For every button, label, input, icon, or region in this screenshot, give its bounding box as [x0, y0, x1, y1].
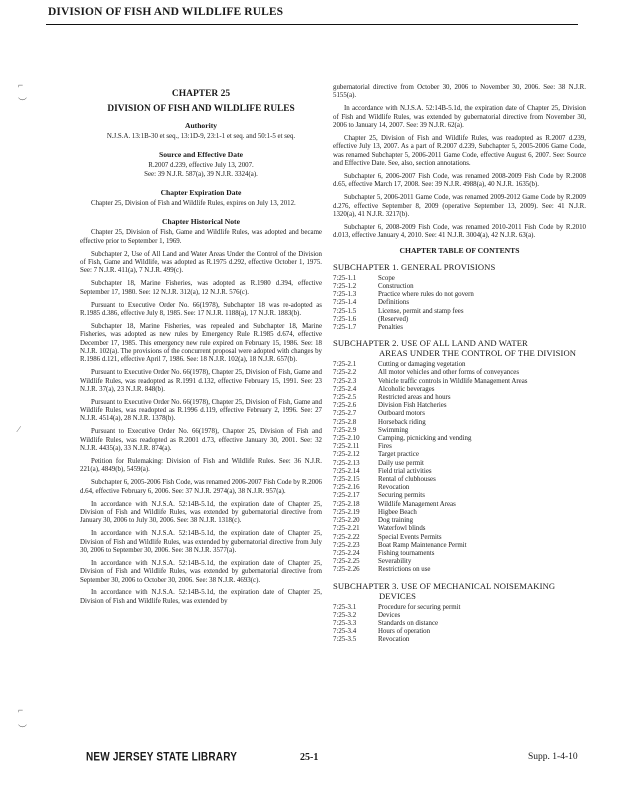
toc-section-name: Boat Ramp Maintenance Permit — [378, 541, 467, 549]
toc-section-number: 7:25-2.21 — [333, 525, 360, 533]
toc-section-name: Revocation — [378, 484, 410, 492]
toc-section-number: 7:25-1.2 — [333, 283, 357, 291]
running-head: DIVISION OF FISH AND WILDLIFE RULES — [48, 6, 284, 18]
history-notes — [80, 229, 322, 606]
toc-section-name: Standards on distance — [378, 619, 439, 627]
toc-section-entry[interactable] — [333, 283, 586, 291]
toc-section-entry[interactable] — [333, 620, 586, 628]
toc-section-entry[interactable] — [333, 636, 586, 644]
head-rule — [46, 24, 578, 25]
toc-section-number: 7:25-1.5 — [333, 307, 357, 315]
toc-section-name: Waterfowl blinds — [378, 525, 426, 533]
source-heading: Source and Effective Date — [158, 150, 243, 160]
history-note: Subchapter 18, Marine Fisheries, was adopted as R.1980 d.394, effective September 17, 1980. See: 12 N.J.R. 312(a), 12 N.J.R. 576(c). — [80, 280, 322, 296]
toc-section-entry[interactable] — [333, 427, 586, 435]
toc-section-entry[interactable] — [333, 628, 586, 636]
toc-section-number: 7:25-2.17 — [333, 492, 360, 500]
toc-section-name: Scope — [378, 274, 395, 282]
history-heading: Chapter Historical Note — [162, 217, 240, 227]
toc-section-entry[interactable] — [333, 517, 586, 525]
chapter-number: CHAPTER 25 — [171, 89, 231, 99]
toc-section-entry[interactable] — [333, 369, 586, 377]
history-note: Subchapter 2, Use of All Land and Water Areas Under the Control of the Division of Fish, Game and Wildlife, was adopted as R.1975 d.292, effective October 1, 1975. See: 7 N.J.R. 411(a), 7 N.J.R. 499(c). — [80, 250, 322, 275]
toc-section-name: Swimming — [378, 426, 409, 434]
toc-section-number: 7:25-2.25 — [333, 558, 360, 566]
history-note: Pursuant to Executive Order No. 66(1978), Subchapter 18 was re-adopted as R.1985 d.386, effective July 8, 1985. See: 17 N.J.R. 1188(a), 17 N.J.R. 1883(b). — [80, 301, 322, 317]
history-note: Pursuant to Executive Order No. 66(1978), Chapter 25, Division of Fish, Game and Wildlife Rules, was readopted as R.1991 d.132, effective February 15, 1991. See: 23 N.J.R. 37(a), 23 N.J.R. 848(b). — [80, 369, 322, 393]
margin-mark: ∕ — [18, 424, 20, 434]
toc-section-number: 7:25-2.11 — [333, 443, 360, 451]
toc-section-entry[interactable] — [333, 451, 586, 459]
toc-section-entry[interactable] — [333, 509, 586, 517]
toc-section-entry[interactable] — [333, 402, 586, 410]
toc-section-number: 7:25-1.6 — [333, 315, 357, 323]
toc-section-name: Wildlife Management Areas — [378, 500, 456, 508]
toc-section-number: 7:25-3.5 — [333, 636, 357, 644]
margin-mark: ︶ — [18, 97, 28, 107]
toc-section-name: All motor vehicles and other forms of conveyances — [378, 369, 520, 377]
toc-section-number: 7:25-2.8 — [333, 418, 357, 426]
toc-section-number: 7:25-2.15 — [333, 476, 360, 484]
toc-section-entry[interactable] — [333, 324, 586, 332]
margin-mark: ⌐ — [18, 80, 24, 90]
toc-section-number: 7:25-3.1 — [333, 603, 357, 611]
toc-subchapter-title — [333, 262, 586, 272]
toc-section-entry[interactable] — [333, 410, 586, 418]
toc-section-entry[interactable] — [333, 394, 586, 402]
margin-mark: ︶ — [18, 724, 28, 734]
toc-section-entry[interactable] — [333, 604, 586, 612]
toc-section-number: 7:25-2.5 — [333, 394, 357, 402]
toc-section-number: 7:25-2.16 — [333, 484, 360, 492]
toc-section-entry[interactable] — [333, 525, 586, 533]
toc-section-name: Severability — [378, 558, 412, 566]
toc-section-name: Special Events Permits — [378, 533, 442, 541]
history-note: Subchapter 5, 2006-2011 Game Code, was renamed 2009-2012 Game Code by R.2009 d.276, effective September 8, 2009 (operative September 13, 2009). See: 41 N.J.R. 1320(a), 41 N.J.R. 3217(b). — [333, 194, 586, 218]
left-column — [80, 88, 322, 611]
toc-section-number: 7:25-1.4 — [333, 299, 357, 307]
toc-section-name: Securing permits — [378, 492, 425, 500]
toc-section-number: 7:25-1.7 — [333, 324, 357, 332]
toc-section-name: Dog training — [378, 517, 414, 525]
toc-section-entry[interactable] — [333, 419, 586, 427]
toc-title: CHAPTER TABLE OF CONTENTS — [399, 246, 520, 256]
source-line: See: 39 N.J.R. 587(a), 39 N.J.R. 3324(a). — [144, 170, 258, 178]
toc-section-name: Fishing tournaments — [378, 549, 435, 557]
toc-section-entry[interactable] — [333, 468, 586, 476]
toc-section-name: Outboard motors — [378, 410, 425, 418]
toc-section-name: Rental of clubhouses — [378, 476, 436, 484]
toc-section-entry[interactable] — [333, 316, 586, 324]
toc-section-name: Fires — [378, 443, 392, 451]
toc-section-name: Definitions — [378, 299, 410, 307]
history-note: In accordance with N.J.S.A. 52:14B-5.1d, the expiration date of Chapter 25, Division of Fish and Wildlife Rules, was extended by — [80, 589, 322, 605]
history-note: Pursuant to Executive Order No. 66(1978), Chapter 25, Division of Fish, Game and Wildlife Rules, was readopted as R.1996 d.119, effective February 2, 1996. See: 27 N.J.R. 4514(a), 28 N.J.R. 1378(b). — [80, 398, 322, 423]
history-note: Subchapter 6, 2006-2007 Fish Code, was renamed 2008-2009 Fish Code by R.2008 d.65, effective March 17, 2008. See: 39 N.J.R. 4988(a), 40 N.J.R. 1635(b). — [333, 172, 586, 189]
history-note: Chapter 25, Division of Fish, Game and Wildlife Rules, was adopted and became effective prior to September 1, 1969. — [80, 229, 322, 245]
toc-section-entry[interactable] — [333, 275, 586, 283]
authority-text: N.J.S.A. 13:1B-30 et seq., 13:1D-9, 23:1-1 et seq. and 50:1-5 et seq. — [106, 133, 296, 140]
history-note: Subchapter 6, 2008-2009 Fish Code, was renamed 2010-2011 Fish Code by R.2010 d.013, effective January 4, 2010. See: 41 N.J.R. 3004(a), 42 N.J.R. 63(a). — [333, 223, 586, 240]
toc-section-entry[interactable] — [333, 542, 586, 550]
toc-section-name: Alcoholic beverages — [378, 385, 435, 393]
toc-section-entry[interactable] — [333, 361, 586, 369]
toc-section-number: 7:25-2.26 — [333, 566, 360, 574]
toc-section-entry[interactable] — [333, 308, 586, 316]
toc-section-entry[interactable] — [333, 534, 586, 542]
toc-section-number: 7:25-2.22 — [333, 533, 360, 541]
toc-section-number: 7:25-1.3 — [333, 291, 357, 299]
toc-section-number: 7:25-2.4 — [333, 385, 357, 393]
toc-section-entry[interactable] — [333, 291, 586, 299]
history-note: Chapter 25, Division of Fish and Wildlife Rules, was readopted as R.2007 d.239, effective July 13, 2007. As a part of R.2007 d.239, Subchapter 5, 2005-2006 Game Code, was renamed Subchapter 5, 2006-2011 Game Code, effective August 6, 2007. See: Source and Effective Date. See, also, section annotations. — [333, 134, 586, 167]
toc-section-number: 7:25-2.18 — [333, 500, 360, 508]
toc-section-entry[interactable] — [333, 484, 586, 492]
toc-section-name: Construction — [378, 283, 414, 291]
toc-subchapter-title — [333, 581, 586, 601]
toc-section-number: 7:25-2.23 — [333, 541, 360, 549]
toc-section-name: License, permit and stamp fees — [378, 307, 464, 315]
expiration-heading: Chapter Expiration Date — [160, 188, 242, 198]
toc-section-name: Practice where rules do not govern — [378, 291, 474, 299]
toc-subchapter-title-line: AREAS UNDER THE CONTROL OF THE DIVISION — [379, 348, 577, 359]
toc-section-number: 7:25-2.3 — [333, 377, 357, 385]
margin-mark: ⌐ — [18, 705, 24, 715]
toc-section-number: 7:25-2.2 — [333, 369, 357, 377]
toc-section-number: 7:25-2.12 — [333, 451, 360, 459]
toc-section-entry[interactable] — [333, 476, 586, 484]
history-note: Petition for Rulemaking: Division of Fish and Wildlife Rules. See: 36 N.J.R. 221(a), 4849(b), 5459(a). — [80, 458, 322, 474]
toc-section-number: 7:25-2.24 — [333, 549, 360, 557]
toc-section-name: Target practice — [378, 451, 419, 459]
toc-section-number: 7:25-2.14 — [333, 467, 360, 475]
toc-section-entry[interactable] — [333, 460, 586, 468]
toc-subchapter-title — [333, 338, 586, 358]
source-line: R.2007 d.239, effective July 13, 2007. — [148, 162, 254, 170]
toc-section-number: 7:25-2.7 — [333, 410, 357, 418]
toc-section-name: Restrictions on use — [378, 566, 431, 574]
toc-section-number: 7:25-2.19 — [333, 508, 360, 516]
footer-supplement: Supp. 1-4-10 — [528, 752, 578, 762]
toc-section-entry[interactable] — [333, 558, 586, 566]
toc-section-entry[interactable] — [333, 501, 586, 509]
toc-section-number: 7:25-1.1 — [333, 274, 357, 282]
history-note: Subchapter 18, Marine Fisheries, was repealed and Subchapter 18, Marine Fisheries, was adopted as new rules by Emergency Rule R.1985 d.674, effective December 17, 1985. This emergency new rule expired on February 15, 1986. See: 18 N.J.R. 102(a). The provisions of the concurrent proposal were adopted with changes by R.1986 d.121, effective April 7, 1986. See: 18 N.J.R. 102(a), 18 N.J.R. 657(b). — [80, 322, 322, 364]
history-note: gubernatorial directive from October 30, 2006 to November 30, 2006. See: 38 N.J.R. 5155(a). — [333, 84, 586, 100]
history-note: In accordance with N.J.S.A. 52:14B-5.1d, the expiration date of Chapter 25, Division of Fish and Wildlife Rules, was extended by gubernatorial directive from September 30, 2006 to October 30, 2006. See: 38 N.J.R. 4693(c). — [80, 559, 322, 584]
history-notes-continued — [333, 84, 586, 240]
toc-section-entry[interactable] — [333, 299, 586, 307]
toc-section-entry[interactable] — [333, 612, 586, 620]
toc-section-entry[interactable] — [333, 566, 586, 574]
toc-section-name: Devices — [378, 611, 401, 619]
toc-section-name: Procedure for securing permit — [378, 603, 461, 611]
authority-heading: Authority — [184, 121, 218, 130]
toc-section-number: 7:25-2.13 — [333, 459, 360, 467]
toc-section-name: Camping, picnicking and vending — [378, 435, 472, 443]
toc-section-number: 7:25-2.1 — [333, 361, 357, 369]
toc-subchapter-title-line: SUBCHAPTER 3. USE OF MECHANICAL NOISEMAKING — [333, 580, 556, 591]
toc-subchapter-title-line: DEVICES — [379, 590, 416, 601]
toc-section-name: Restricted areas and hours — [378, 394, 451, 402]
toc-subchapter-title-line: SUBCHAPTER 2. USE OF ALL LAND AND WATER — [333, 338, 528, 349]
toc-section-entry[interactable] — [333, 378, 586, 386]
toc-section-number: 7:25-3.4 — [333, 628, 357, 636]
toc-section-name: Daily use permit — [378, 459, 424, 467]
toc-section-name: Revocation — [378, 636, 410, 644]
expiration-text: Chapter 25, Division of Fish and Wildlife Rules, expires on July 13, 2012. — [91, 200, 296, 208]
toc-section-number: 7:25-2.10 — [333, 435, 360, 443]
toc-section-name: Vehicle traffic controls in Wildlife Management Areas — [378, 377, 528, 385]
chapter-title: DIVISION OF FISH AND WILDLIFE RULES — [107, 104, 295, 114]
toc-section-number: 7:25-3.2 — [333, 611, 357, 619]
table-of-contents — [333, 262, 586, 645]
toc-subchapter-title-line: SUBCHAPTER 1. GENERAL PROVISIONS — [333, 261, 496, 272]
footer-page-number: 25-1 — [300, 752, 319, 763]
right-column — [333, 84, 586, 645]
history-note: In accordance with N.J.S.A. 52:14B-5.1d, the expiration date of Chapter 25, Division of Fish and Wildlife Rules, was extended by gubernatorial directive from November 30, 2006 to January 14, 2007. See: 39 N.J.R. 62(a). — [333, 105, 586, 129]
toc-section-number: 7:25-2.9 — [333, 426, 357, 434]
toc-section-name: Hours of operation — [378, 628, 431, 636]
history-note: Subchapter 6, 2005-2006 Fish Code, was renamed 2006-2007 Fish Code by R.2006 d.64, effective February 6, 2006. See: 37 N.J.R. 2974(a), 38 N.J.R. 957(a). — [80, 479, 322, 495]
history-note: In accordance with N.J.S.A. 52:14B-5.1d, the expiration date of Chapter 25, Division of Fish and Wildlife Rules, was extended by gubernatorial directive from July 30, 2006 to September 30, 2006. See: 38 N.J.R. 3577(a). — [80, 530, 322, 554]
toc-section-entry[interactable] — [333, 443, 586, 451]
toc-section-name: Horseback riding — [378, 418, 426, 426]
footer-library-logo: NEW JERSEY STATE LIBRARY — [86, 751, 238, 764]
toc-section-number: 7:25-2.20 — [333, 517, 360, 525]
toc-section-entry[interactable] — [333, 550, 586, 558]
toc-section-name: Penalties — [378, 324, 403, 332]
toc-section-entry[interactable] — [333, 386, 586, 394]
toc-section-entry[interactable] — [333, 435, 586, 443]
history-note: Pursuant to Executive Order No. 66(1978), Chapter 25, Division of Fish and Wildlife Rules, was readopted as R.2001 d.73, effective January 30, 2001. See: 32 N.J.R. 4435(a), 33 N.J.R. 874(a). — [80, 428, 322, 453]
history-note: In accordance with N.J.S.A. 52:14B-5.1d, the expiration date of Chapter 25, Division of Fish and Wildlife Rules, was extended by gubernatorial directive from January 30, 2006 to July 30, 2006. See: 38 N.J.R. 1318(c). — [80, 500, 322, 525]
toc-section-name: Field trial activities — [378, 467, 432, 475]
toc-section-name: Division Fish Hatcheries — [378, 402, 447, 410]
toc-section-entry[interactable] — [333, 492, 586, 500]
toc-section-name: Higbee Beach — [378, 508, 417, 516]
toc-section-name: (Reserved) — [378, 315, 409, 323]
toc-section-name: Cutting or damaging vegetation — [378, 361, 466, 369]
toc-section-number: 7:25-3.3 — [333, 619, 357, 627]
toc-section-number: 7:25-2.6 — [333, 402, 357, 410]
